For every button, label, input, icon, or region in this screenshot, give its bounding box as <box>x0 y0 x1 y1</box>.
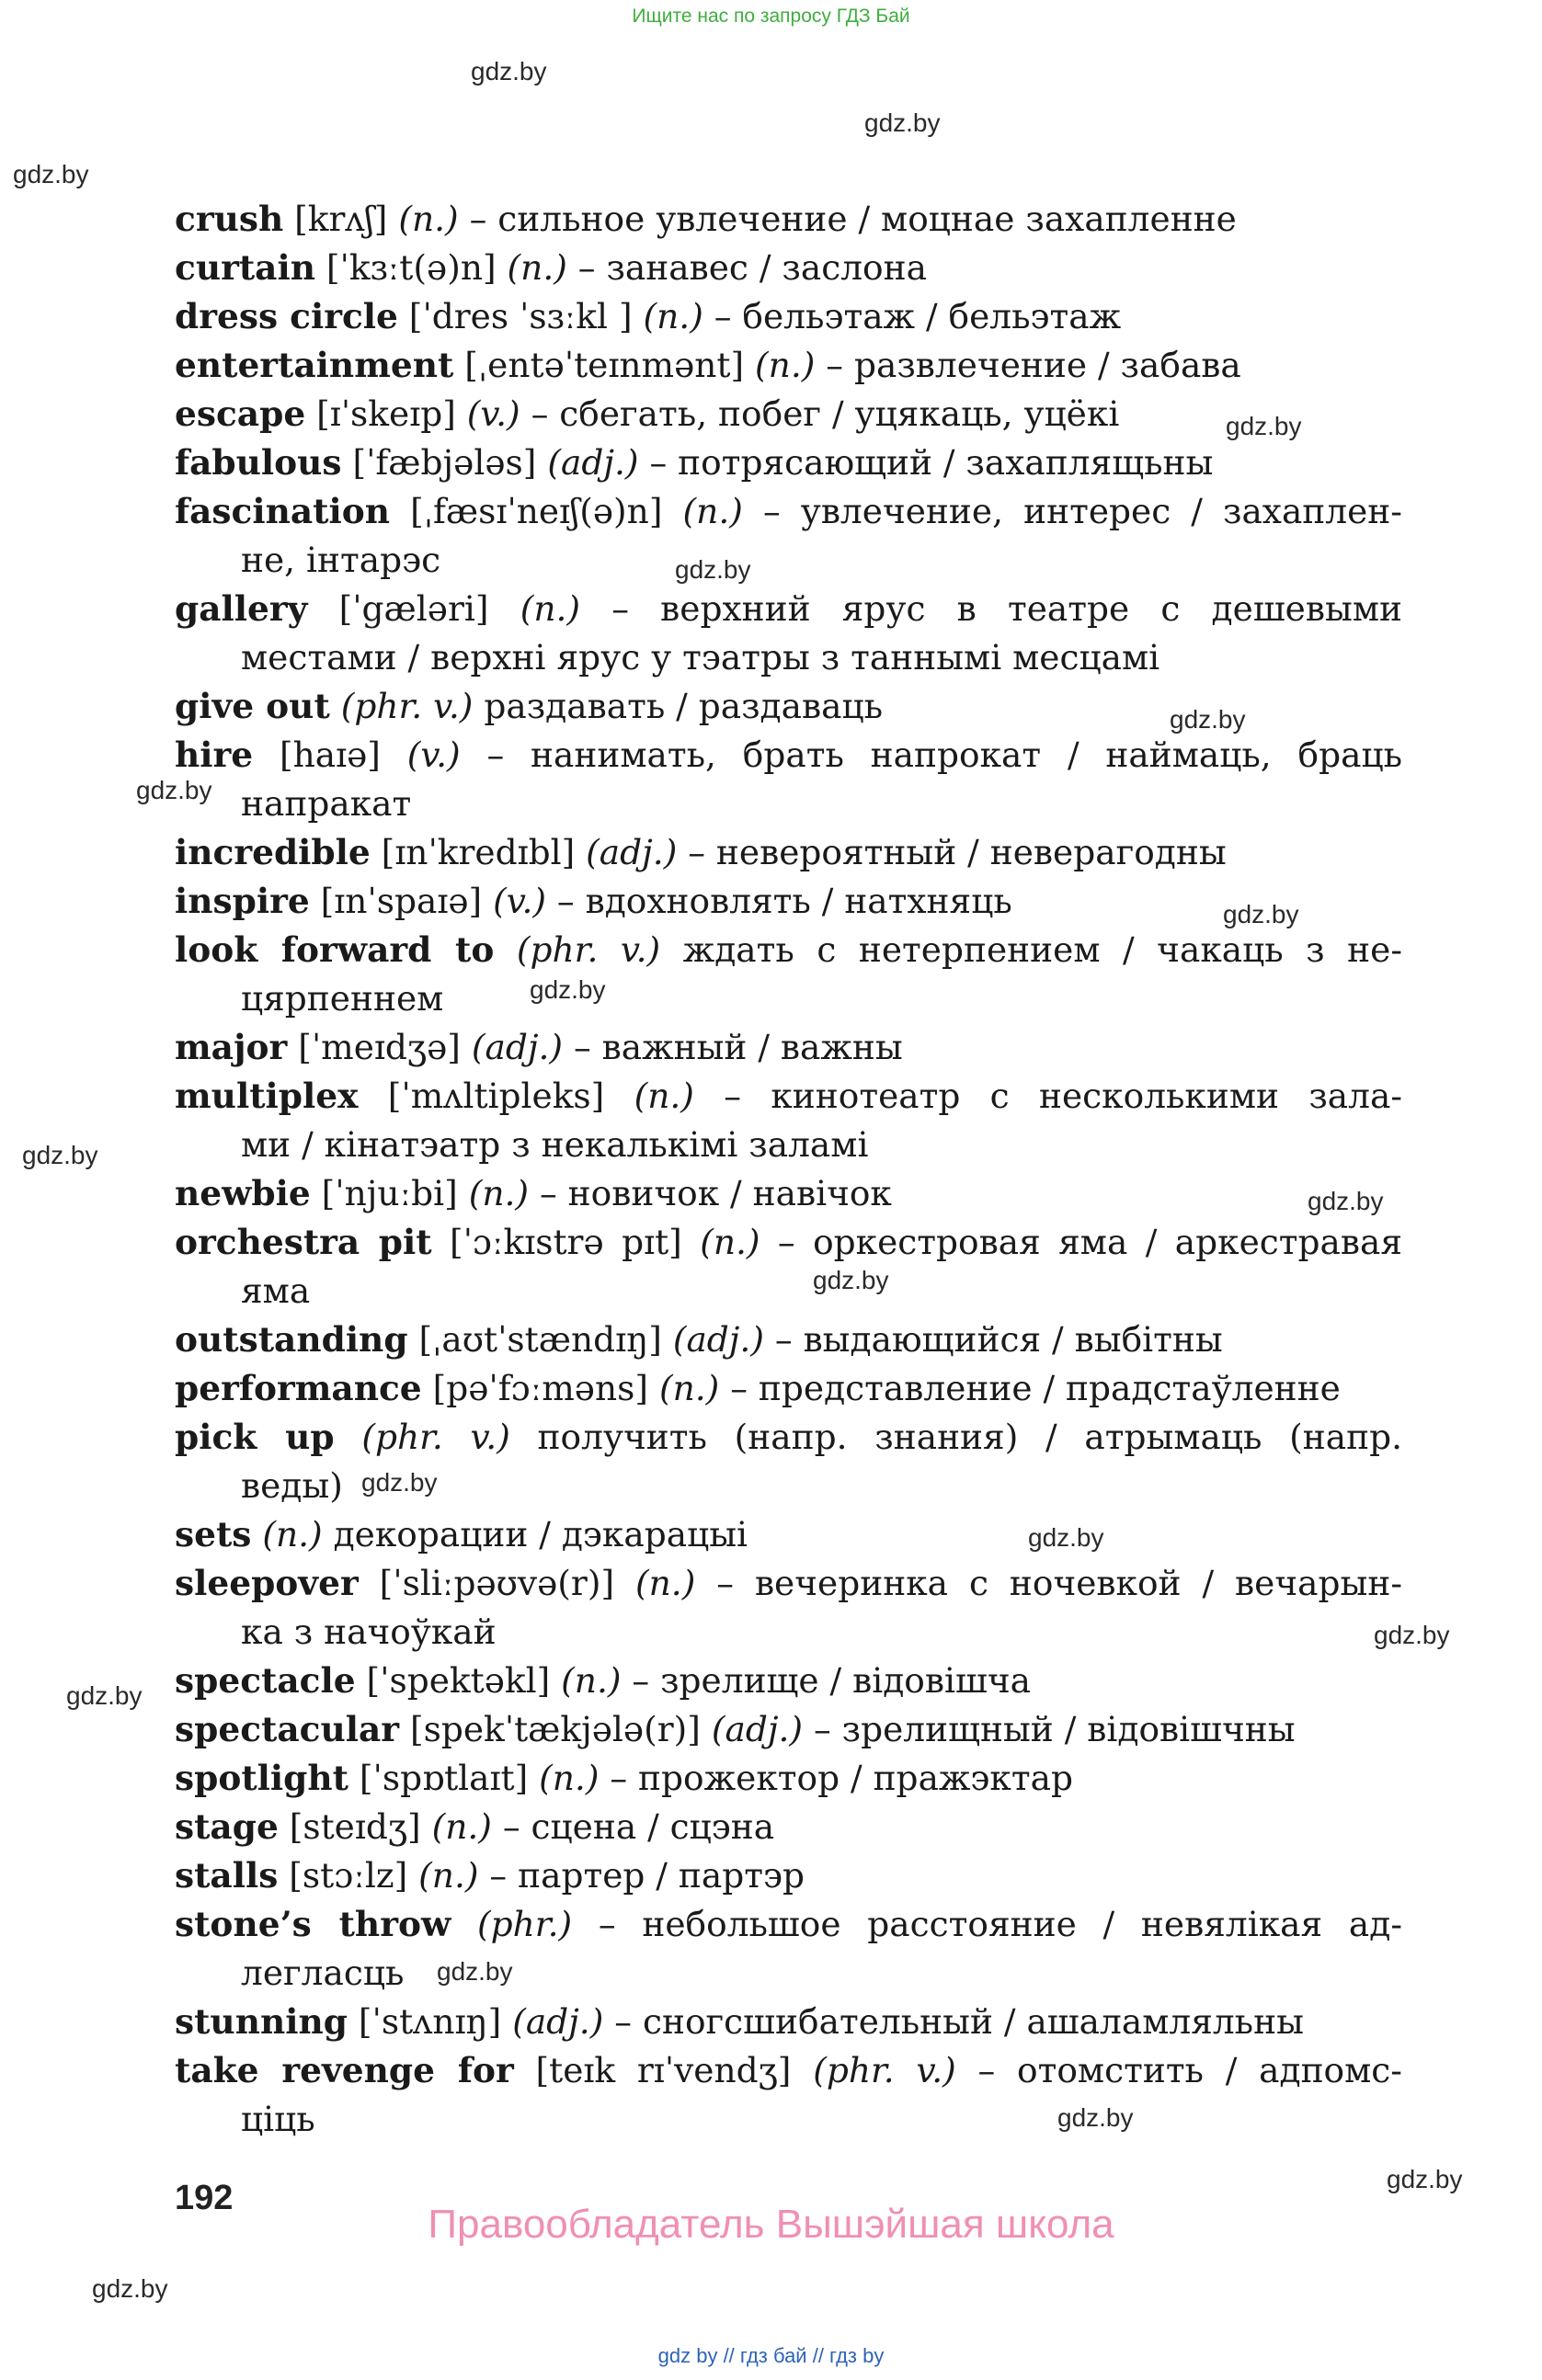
entry-transcription: [ˌfæsɪˈneɪʃ(ə)n] <box>390 491 683 531</box>
entry-headword: spectacular <box>175 1709 400 1749</box>
entry-headword: sleepover <box>175 1563 359 1603</box>
watermark: gdz.by <box>471 57 547 85</box>
entry-continuation: не, інтарэс <box>241 540 441 580</box>
entry-line <box>175 828 1402 877</box>
entry-headword: multiplex <box>175 1076 359 1116</box>
entry-line <box>175 1803 1402 1851</box>
entry-headword: give out <box>175 686 330 726</box>
entry-headword: curtain <box>175 247 315 288</box>
entry-part-of-speech: (phr.) <box>476 1904 573 1944</box>
entry-headword: stone’s throw <box>175 1904 451 1944</box>
entry-headword: take revenge for <box>175 2050 514 2090</box>
entry-part-of-speech: (n.) <box>561 1660 622 1701</box>
entry-part-of-speech: (n.) <box>682 491 743 531</box>
glossary-entry <box>175 438 1402 487</box>
entry-continuation: ми / кінатэатр з некалькімі заламі <box>241 1124 869 1165</box>
entry-headword: performance <box>175 1368 422 1408</box>
entry-line <box>175 1510 1402 1559</box>
entry-headword: entertainment <box>175 345 454 385</box>
entry-headword: major <box>175 1027 288 1067</box>
glossary-entry <box>175 487 1402 585</box>
entry-transcription <box>330 686 341 726</box>
entry-transcription: [haɪə] <box>253 734 407 775</box>
entry-transcription: [ˈdres ˈsɜːkl ] <box>397 296 644 336</box>
glossary-entry <box>175 1413 1402 1510</box>
entry-headword: fascination <box>175 491 391 531</box>
entry-translation: – занавес / заслона <box>566 247 927 288</box>
entry-transcription: [ɪnˈkredɪbl] <box>370 832 587 872</box>
entry-headword: newbie <box>175 1173 311 1213</box>
glossary-entry <box>175 1754 1402 1803</box>
entry-translation: – нанимать, брать напрокат / наймаць, браць <box>460 734 1402 775</box>
glossary-entry <box>175 1803 1402 1851</box>
entry-continuation: цярпеннем <box>241 978 444 1019</box>
entry-line <box>175 1754 1402 1803</box>
glossary-entry <box>175 682 1402 731</box>
entry-part-of-speech: (n.) <box>658 1368 720 1408</box>
entry-translation: – прожектор / пражэктар <box>599 1758 1073 1798</box>
watermark: gdz.by <box>1308 1187 1384 1215</box>
glossary-entry <box>175 1510 1402 1559</box>
entry-part-of-speech: (n.) <box>468 1173 530 1213</box>
watermark: gdz.by <box>1028 1523 1104 1552</box>
entry-headword: pick up <box>175 1417 335 1457</box>
glossary-entry <box>175 1023 1402 1072</box>
glossary-entry <box>175 1559 1402 1657</box>
entry-line <box>175 1023 1402 1072</box>
entry-continuation: яма <box>241 1270 311 1311</box>
watermark: gdz.by <box>22 1141 98 1169</box>
entry-translation: – увлечение, интерес / захаплен- <box>742 491 1402 531</box>
entry-line <box>175 1413 1402 1462</box>
entry-part-of-speech: (n.) <box>635 1563 696 1603</box>
watermark: gdz.by <box>361 1468 438 1497</box>
glossary-entry <box>175 1072 1402 1169</box>
glossary-entry <box>175 292 1402 341</box>
entry-headword: fabulous <box>175 442 342 483</box>
entry-transcription: [ˈmʌltipleks] <box>358 1076 634 1116</box>
entry-headword: stalls <box>175 1855 279 1896</box>
watermark: gdz.by <box>1057 2103 1134 2132</box>
entry-headword: stage <box>175 1806 279 1847</box>
entry-transcription <box>251 1514 262 1554</box>
entry-line <box>175 731 1402 780</box>
entry-transcription: [teɪk rɪˈvendʒ] <box>513 2050 814 2090</box>
entry-translation: – сильное увлечение / моцнае захапленне <box>458 199 1237 239</box>
entry-translation: – сбегать, побег / уцякаць, уцёкі <box>520 393 1120 434</box>
entry-line <box>175 341 1402 390</box>
glossary-entry <box>175 2046 1402 2144</box>
entry-translation: – вдохновлять / натхняць <box>546 881 1012 921</box>
glossary-entry <box>175 341 1402 390</box>
entry-line <box>175 1072 1402 1121</box>
entry-part-of-speech: (n.) <box>507 247 567 288</box>
entry-translation: – выдающийся / выбітны <box>763 1319 1223 1360</box>
entry-headword: inspire <box>175 881 310 921</box>
watermark: gdz.by <box>864 108 941 137</box>
entry-line <box>175 2046 1402 2095</box>
entry-line <box>175 390 1402 438</box>
entry-transcription: [ˈmeɪdʒə] <box>287 1027 472 1067</box>
glossary-entry <box>175 1315 1402 1364</box>
entry-part-of-speech: (n.) <box>520 588 581 629</box>
entry-line <box>175 1315 1402 1364</box>
entry-line <box>175 1559 1402 1608</box>
glossary-entry <box>175 585 1402 682</box>
entry-part-of-speech: (phr. v.) <box>340 686 474 726</box>
header-banner[interactable]: Ищите нас по запросу ГДЗ Бай <box>632 6 910 27</box>
entry-line <box>175 1364 1402 1413</box>
entry-translation: раздавать / раздаваць <box>473 686 883 726</box>
watermark: gdz.by <box>1226 412 1302 440</box>
entry-continuation: веды) <box>241 1465 343 1506</box>
entry-line <box>175 1900 1402 1949</box>
entry-line <box>175 877 1402 926</box>
entry-transcription: [ˌaʊtˈstændɪŋ] <box>407 1319 673 1360</box>
watermark: gdz.by <box>675 555 751 584</box>
watermark: gdz.by <box>1223 900 1299 928</box>
entry-part-of-speech: (adj.) <box>512 2001 604 2042</box>
entry-part-of-speech: (adj.) <box>711 1709 804 1749</box>
footer-banner[interactable]: gdz by // гдз бай // гдз by <box>657 2344 885 2367</box>
entry-headword: look forward to <box>175 929 495 970</box>
entry-part-of-speech: (n.) <box>539 1758 600 1798</box>
entry-part-of-speech: (v.) <box>493 881 546 921</box>
entry-headword: gallery <box>175 588 308 629</box>
entry-translation: – отомстить / адпомс- <box>955 2050 1402 2090</box>
entry-part-of-speech: (adj.) <box>586 832 678 872</box>
entry-headword: stunning <box>175 2001 348 2042</box>
entry-part-of-speech: (adj.) <box>471 1027 564 1067</box>
entry-part-of-speech: (n.) <box>755 345 816 385</box>
rights-holder-notice: Правообладатель Вышэйшая школа <box>428 2202 1114 2247</box>
entry-part-of-speech: (n.) <box>431 1806 492 1847</box>
entry-part-of-speech: (n.) <box>418 1855 479 1896</box>
entry-part-of-speech: (phr. v.) <box>361 1417 510 1457</box>
entry-translation: – верхний ярус в театре с дешевыми <box>580 588 1402 629</box>
entry-transcription: [stɔːlz] <box>278 1855 419 1896</box>
glossary-entry <box>175 828 1402 877</box>
entry-line <box>175 292 1402 341</box>
watermark: gdz.by <box>1374 1621 1450 1649</box>
glossary-list <box>175 195 1402 2144</box>
entry-continuation: напракат <box>241 783 412 824</box>
entry-headword: outstanding <box>175 1319 408 1360</box>
entry-transcription: [ɪnˈspaɪə] <box>309 881 494 921</box>
entry-headword: spectacle <box>175 1660 356 1701</box>
entry-part-of-speech: (n.) <box>398 199 459 239</box>
glossary-entry <box>175 1657 1402 1705</box>
entry-part-of-speech: (v.) <box>406 734 461 775</box>
entry-transcription: [ˈɔːkɪstrə pɪt] <box>431 1222 701 1262</box>
entry-transcription: [ˈspɒtlaɪt] <box>348 1758 540 1798</box>
watermark: gdz.by <box>1170 705 1246 734</box>
watermark: gdz.by <box>92 2274 168 2303</box>
entry-headword: crush <box>175 199 284 239</box>
entry-part-of-speech: (n.) <box>643 296 703 336</box>
entry-transcription: [steɪdʒ] <box>278 1806 432 1847</box>
entry-line <box>175 682 1402 731</box>
entry-translation: декорации / дэкарацыі <box>322 1514 748 1554</box>
entry-continuation: местами / верхні ярус у тэатры з таннымі месцамі <box>241 637 1160 678</box>
entry-translation: – важный / важны <box>563 1027 903 1067</box>
glossary-entry <box>175 1364 1402 1413</box>
entry-translation: – новичок / навічок <box>529 1173 892 1213</box>
glossary-entry <box>175 1218 1402 1315</box>
entry-transcription: [ˌentəˈteɪnmənt] <box>453 345 756 385</box>
entry-translation: – сцена / сцэна <box>491 1806 775 1847</box>
entry-line <box>175 438 1402 487</box>
entry-transcription: [ˈsliːpəʊvə(r)] <box>358 1563 636 1603</box>
entry-translation: – небольшое расстояние / невялікая ад- <box>572 1904 1402 1944</box>
entry-line <box>175 1169 1402 1218</box>
entry-continuation: легласць <box>241 1953 405 1993</box>
entry-continuation: ка з начоўкай <box>241 1611 497 1652</box>
entry-translation: – развлечение / забава <box>815 345 1241 385</box>
entry-translation: – кинотеатр с несколькими зала- <box>693 1076 1402 1116</box>
entry-line <box>175 1851 1402 1900</box>
entry-transcription: [ˈkɜːt(ə)n] <box>315 247 508 288</box>
entry-transcription: [ˈstʌnɪŋ] <box>347 2001 513 2042</box>
watermark: gdz.by <box>136 776 212 804</box>
watermark: gdz.by <box>13 160 89 188</box>
glossary-entry <box>175 1851 1402 1900</box>
glossary-entry <box>175 1705 1402 1754</box>
entry-translation: – сногсшибательный / ашаламляльны <box>603 2001 1304 2042</box>
entry-headword: incredible <box>175 832 371 872</box>
entry-part-of-speech: (adj.) <box>672 1319 764 1360</box>
glossary-entry <box>175 390 1402 438</box>
entry-translation: – невероятный / неверагодны <box>677 832 1227 872</box>
entry-transcription: [krʌʃ] <box>283 199 399 239</box>
watermark: gdz.by <box>66 1681 143 1710</box>
entry-part-of-speech: (phr. v.) <box>813 2050 956 2090</box>
watermark: gdz.by <box>530 975 606 1004</box>
entry-line <box>175 1998 1402 2046</box>
entry-line <box>175 1705 1402 1754</box>
glossary-entry <box>175 926 1402 1023</box>
entry-transcription: [ɪˈskeɪp] <box>305 393 467 434</box>
entry-part-of-speech: (v.) <box>466 393 520 434</box>
entry-translation: получить (напр. знания) / атрымаць (напр. <box>509 1417 1402 1457</box>
entry-headword: dress circle <box>175 296 398 336</box>
entry-headword: orchestra pit <box>175 1222 432 1262</box>
glossary-entry <box>175 1900 1402 1998</box>
entry-part-of-speech: (n.) <box>700 1222 760 1262</box>
entry-translation: – представление / прадстаўленне <box>719 1368 1341 1408</box>
entry-transcription: [pəˈfɔːməns] <box>421 1368 659 1408</box>
glossary-entry <box>175 244 1402 292</box>
page-number: 192 <box>175 2179 234 2217</box>
entry-headword: escape <box>175 393 306 434</box>
entry-headword: spotlight <box>175 1758 348 1798</box>
entry-line <box>175 244 1402 292</box>
entry-transcription <box>494 929 517 970</box>
entry-translation: – бельэтаж / бельэтаж <box>702 296 1122 336</box>
glossary-entry <box>175 731 1402 828</box>
entry-line <box>175 195 1402 244</box>
entry-transcription: [ˈnjuːbi] <box>310 1173 469 1213</box>
glossary-entry <box>175 195 1402 244</box>
entry-line <box>175 1657 1402 1705</box>
entry-transcription: [ˈgæləri] <box>307 588 520 629</box>
entry-transcription: [ˈfæbjələs] <box>341 442 548 483</box>
glossary-entry <box>175 1169 1402 1218</box>
entry-line <box>175 1218 1402 1267</box>
glossary-entry <box>175 877 1402 926</box>
entry-translation: ждать с нетерпением / чакаць з не- <box>660 929 1402 970</box>
entry-translation: – вечеринка с ночевкой / вечарын- <box>695 1563 1402 1603</box>
entry-transcription <box>335 1417 362 1457</box>
entry-translation: – зрелище / відовішча <box>621 1660 1031 1701</box>
entry-part-of-speech: (adj.) <box>547 442 639 483</box>
entry-line <box>175 585 1402 633</box>
watermark: gdz.by <box>437 1957 513 1986</box>
entry-part-of-speech: (phr. v.) <box>516 929 661 970</box>
entry-translation: – потрясающий / захаплящьны <box>638 442 1214 483</box>
entry-translation: – зрелищный / відовішчны <box>803 1709 1296 1749</box>
watermark: gdz.by <box>813 1266 889 1294</box>
entry-transcription <box>451 1904 477 1944</box>
entry-transcription: [ˈspektəkl] <box>355 1660 562 1701</box>
glossary-entry <box>175 1998 1402 2046</box>
entry-continuation: ціць <box>241 2099 315 2139</box>
entry-part-of-speech: (n.) <box>262 1514 323 1554</box>
entry-translation: – партер / партэр <box>478 1855 805 1896</box>
entry-line <box>175 487 1402 536</box>
entry-transcription: [spekˈtækjələ(r)] <box>399 1709 712 1749</box>
entry-part-of-speech: (n.) <box>634 1076 694 1116</box>
entry-headword: sets <box>175 1514 252 1554</box>
entry-translation: – оркестровая яма / аркестравая <box>760 1222 1402 1262</box>
entry-headword: hire <box>175 734 254 775</box>
entry-line <box>175 926 1402 974</box>
watermark: gdz.by <box>1387 2165 1463 2193</box>
